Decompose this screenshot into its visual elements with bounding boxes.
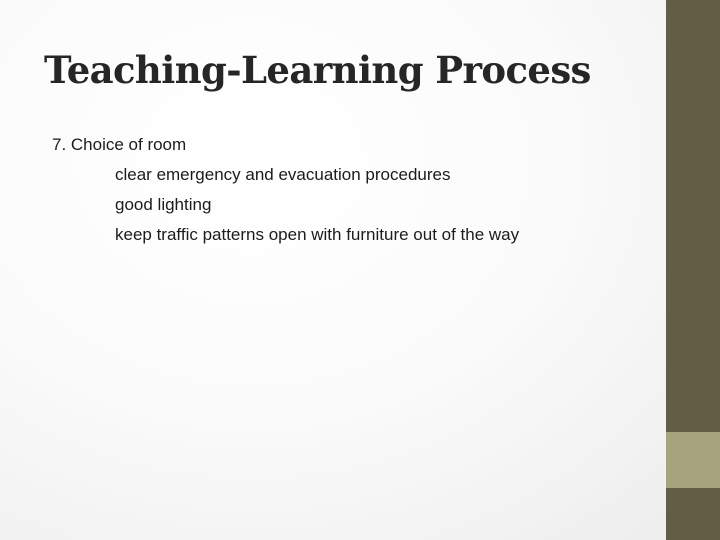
- list-item-main-point: 7. Choice of room: [52, 135, 187, 154]
- slide-title: Teaching-Learning Process: [44, 48, 591, 92]
- slide-content-list: [52, 130, 652, 250]
- list-item-sub-point: good lighting: [115, 195, 212, 214]
- decorative-side-bar-accent: [666, 432, 720, 488]
- list-item-sub-point: keep traffic patterns open with furniture out of the way: [115, 225, 520, 244]
- list-item-sub-point: clear emergency and evacuation procedures: [115, 165, 451, 184]
